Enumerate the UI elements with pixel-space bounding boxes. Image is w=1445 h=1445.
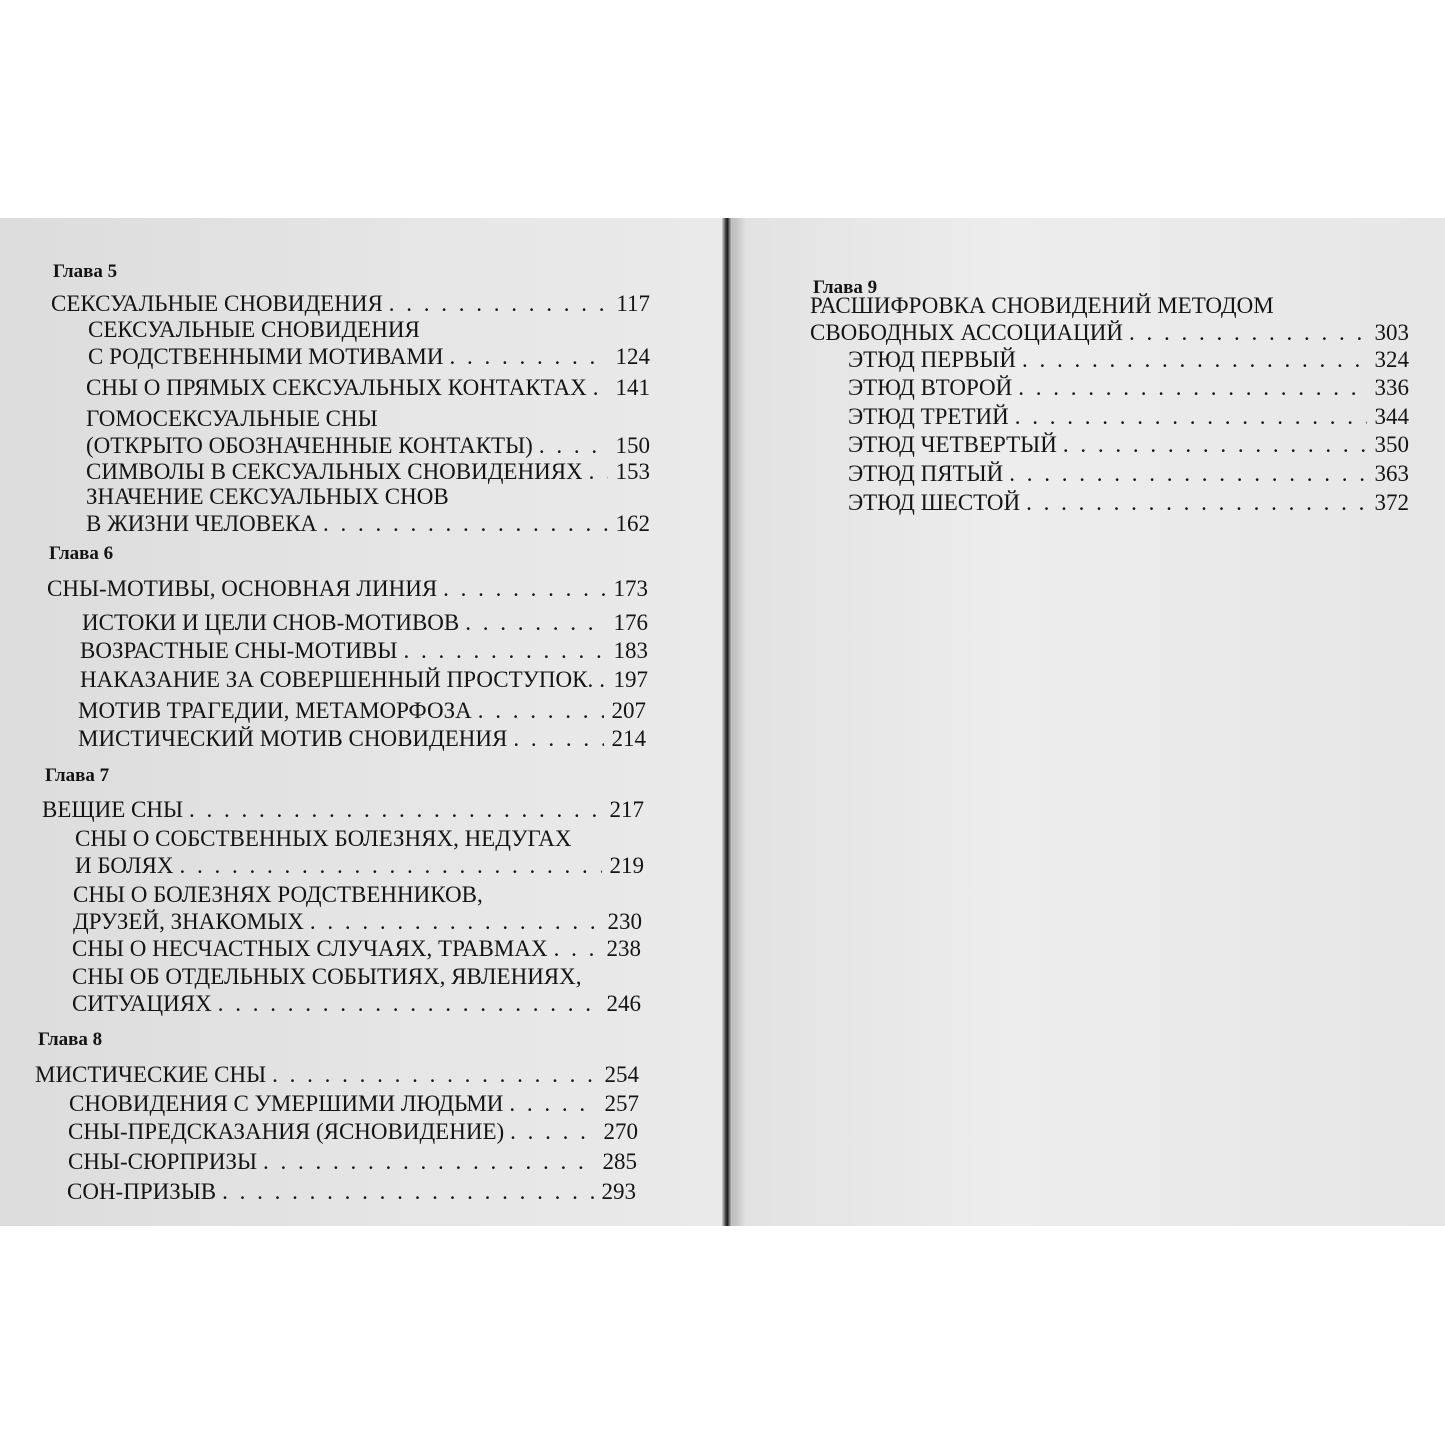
entry-title-line: ЗНАЧЕНИЕ СЕКСУАЛЬНЫХ СНОВ [86,484,449,509]
entry-row [78,699,646,722]
dot-leader [554,937,599,960]
dot-leader [593,376,608,399]
toc-entry [68,1120,638,1143]
entry-title: СНЫ О НЕСЧАСТНЫХ СЛУЧАЯХ, ТРАВМАХ [72,936,548,961]
page-number: 197 [613,667,648,692]
dot-leader [443,577,605,600]
entry-title: ЭТЮД ТРЕТИЙ [848,404,1009,429]
page-number: 363 [1374,461,1409,486]
dot-leader [1063,433,1367,456]
entry-title: СЕКСУАЛЬНЫЕ СНОВИДЕНИЯ [51,291,383,316]
toc-entry [848,491,1409,514]
page-number: 141 [615,375,650,400]
entry-row [35,1063,639,1086]
toc-entry [86,376,650,399]
entry-row [68,1150,637,1173]
dot-leader [310,910,600,933]
page-number: 124 [615,344,650,369]
entry-title: НАКАЗАНИЕ ЗА СОВЕРШЕННЫЙ ПРОСТУПОК. [80,667,594,692]
toc-entry [848,348,1409,371]
dot-leader [509,1092,596,1115]
entry-row [78,727,646,750]
entry-title-line: СНЫ О БОЛЕЗНЯХ РОДСТВЕННИКОВ, [73,882,483,907]
entry-title: ВЕЩИЕ СНЫ [42,797,184,822]
dot-leader [1022,348,1366,371]
entry-title: МИСТИЧЕСКИЙ МОТИВ СНОВИДЕНИЯ [78,726,508,751]
toc-entry [69,1092,639,1115]
dot-leader [1015,405,1367,428]
page-number: 324 [1374,347,1409,372]
page-number: 246 [606,991,641,1016]
entry-row [848,405,1409,428]
page-number: 217 [609,797,644,822]
toc-entry [848,376,1409,399]
dot-leader [539,434,608,457]
page-number: 183 [613,638,648,663]
toc-entry [848,462,1409,485]
entry-title: МИСТИЧЕСКИЕ СНЫ [35,1062,267,1087]
entry-title: МОТИВ ТРАГЕДИИ, МЕТАМОРФОЗА [78,698,472,723]
entry-row [69,1092,639,1115]
entry-title: ДРУЗЕЙ, ЗНАКОМЫХ [73,909,304,934]
entry-row [47,577,648,600]
entry-title-line: РАСШИФРОВКА СНОВИДЕНИЙ МЕТОДОМ [810,293,1274,318]
entry-row [51,292,650,315]
entry-title: ЭТЮД ШЕСТОЙ [848,490,1021,515]
page-number: 350 [1374,432,1409,457]
entry-title: ЭТЮД ПЕРВЫЙ [848,347,1017,372]
entry-title: ВОЗРАСТНЫЕ СНЫ-МОТИВЫ [80,638,398,663]
page-number: 207 [611,698,646,723]
dot-leader [589,460,608,483]
chapter-label: Глава 5 [53,261,118,282]
entry-row [848,491,1409,514]
dot-leader [389,292,609,315]
page-number: 214 [611,726,646,751]
toc-entry [72,965,641,1015]
toc-entry [82,611,648,634]
entry-title: ЭТЮД ВТОРОЙ [848,375,1013,400]
toc-entry [810,294,1409,344]
entry-title: И БОЛЯХ [75,853,174,878]
entry-title-line: ГОМОСЕКСУАЛЬНЫЕ СНЫ [86,406,378,431]
toc-entry [42,798,644,821]
entry-title: СОН-ПРИЗЫВ [67,1179,217,1204]
toc-entry [86,407,650,457]
toc-entry [72,937,641,960]
toc-entry [78,727,646,750]
entry-title-line: СНЫ О СОБСТВЕННЫХ БОЛЕЗНЯХ, НЕДУГАХ [75,826,572,851]
entry-title: СНЫ-СЮРПРИЗЫ [68,1149,258,1174]
entry-row [88,345,650,368]
dot-leader [189,798,601,821]
entry-title-line: СЕКСУАЛЬНЫЕ СНОВИДЕНИЯ [88,317,420,342]
toc-entry [80,639,648,662]
page-number: 293 [601,1179,636,1204]
entry-row [68,1120,638,1143]
page-number: 257 [604,1091,639,1116]
page-number: 238 [606,936,641,961]
toc-entry [86,485,650,535]
dot-leader [323,512,607,535]
entry-title-line: СНЫ ОБ ОТДЕЛЬНЫХ СОБЫТИЯХ, ЯВЛЕНИЯХ, [72,964,582,989]
page-number: 254 [604,1062,639,1087]
toc-entry [86,460,650,483]
page-number: 372 [1374,490,1409,515]
page-number: 153 [615,459,650,484]
toc-entry [35,1063,639,1086]
spine-shadow [732,218,746,1226]
book-spread [0,218,1445,1226]
entry-title: (ОТКРЫТО ОБОЗНАЧЕННЫЕ КОНТАКТЫ) [86,433,533,458]
toc-entry [51,292,650,315]
entry-row [810,321,1409,344]
dot-leader [1129,321,1367,344]
toc-entry [73,883,642,933]
entry-title: В ЖИЗНИ ЧЕЛОВЕКА [86,511,318,536]
entry-row [86,376,650,399]
dot-leader [478,699,604,722]
entry-row [72,992,641,1015]
page-number: 176 [613,610,648,635]
toc-entry [88,318,650,368]
toc-entry [67,1180,636,1203]
page-number: 303 [1374,320,1409,345]
toc-entry [78,699,646,722]
entry-row [73,910,642,933]
page-number: 162 [615,511,650,536]
dot-leader [1018,376,1366,399]
entry-title: С РОДСТВЕННЫМИ МОТИВАМИ [88,344,444,369]
page-number: 344 [1374,404,1409,429]
entry-row [848,376,1409,399]
entry-title: СНЫ-МОТИВЫ, ОСНОВНАЯ ЛИНИЯ [47,576,438,601]
toc-entry [848,405,1409,428]
chapter-label: Глава 6 [49,543,114,564]
toc-entry [80,668,648,691]
entry-row [67,1180,636,1203]
entry-title: СИМВОЛЫ В СЕКСУАЛЬНЫХ СНОВИДЕНИЯХ [86,459,583,484]
toc-entry [47,577,648,600]
entry-title: СНЫ О ПРЯМЫХ СЕКСУАЛЬНЫХ КОНТАКТАХ [86,375,587,400]
entry-row [80,668,648,691]
entry-title: ИСТОКИ И ЦЕЛИ СНОВ-МОТИВОВ [82,610,460,635]
toc-entry [68,1150,637,1173]
page-number: 219 [609,853,644,878]
entry-title: СВОБОДНЫХ АССОЦИАЦИЙ [810,320,1123,345]
page-number: 150 [615,433,650,458]
chapter-label: Глава 8 [38,1029,103,1050]
page-number: 336 [1374,375,1409,400]
dot-leader [599,668,605,691]
chapter-label: Глава 7 [45,765,110,786]
dot-leader [263,1150,594,1173]
page-number: 285 [602,1149,637,1174]
entry-row [75,854,644,877]
dot-leader [222,1180,593,1203]
dot-leader [179,854,601,877]
dot-leader [1009,462,1366,485]
toc-entry [848,433,1409,456]
chapter-label: Глава 9 [813,277,878,298]
dot-leader [1026,491,1366,514]
dot-leader [403,639,605,662]
entry-row [848,348,1409,371]
entry-row [86,512,650,535]
entry-title: СИТУАЦИЯХ [72,991,212,1016]
page-number: 173 [613,576,648,601]
entry-title: СНЫ-ПРЕДСКАЗАНИЯ (ЯСНОВИДЕНИЕ) [68,1119,505,1144]
entry-row [82,611,648,634]
page-number: 270 [603,1119,638,1144]
entry-row [848,462,1409,485]
toc-entry [75,827,644,877]
dot-leader [272,1063,596,1086]
dot-leader [465,611,605,634]
entry-title: ЭТЮД ПЯТЫЙ [848,461,1004,486]
book-spine [722,218,732,1226]
dot-leader [218,992,599,1015]
entry-row [86,460,650,483]
entry-row [72,937,641,960]
entry-row [848,433,1409,456]
entry-row [42,798,644,821]
dot-leader [513,727,603,750]
dot-leader [449,345,607,368]
page-number: 230 [607,909,642,934]
page-number: 117 [616,291,650,316]
entry-title: СНОВИДЕНИЯ С УМЕРШИМИ ЛЮДЬМИ [69,1091,504,1116]
entry-row [80,639,648,662]
dot-leader [510,1120,595,1143]
entry-row [86,434,650,457]
entry-title: ЭТЮД ЧЕТВЕРТЫЙ [848,432,1057,457]
